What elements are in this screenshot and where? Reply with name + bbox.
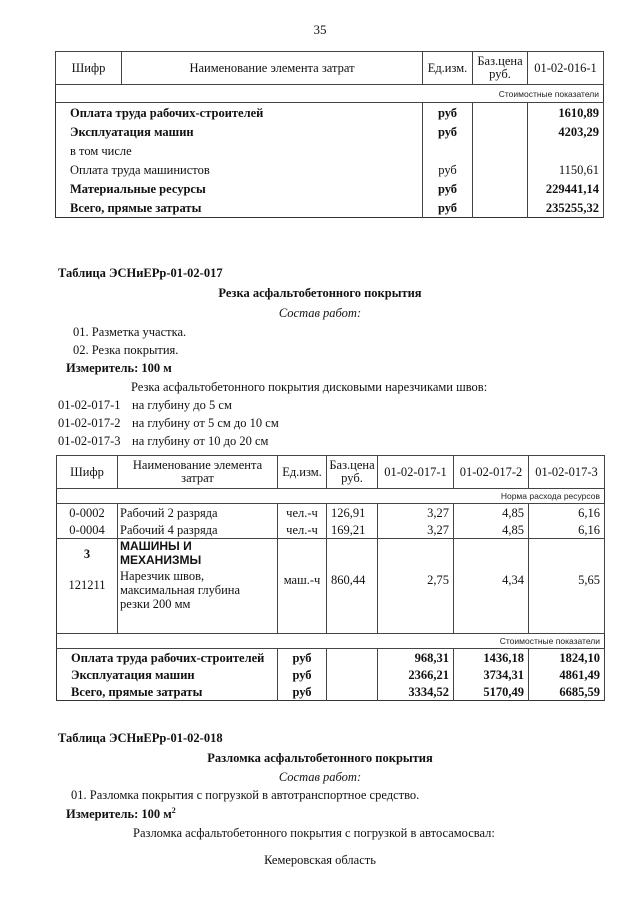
section-heading-017: Резка асфальтобетонного покрытия <box>218 286 422 300</box>
header-name: Наименование элемента затрат <box>118 456 278 489</box>
machine-value: 4,34 <box>454 539 529 634</box>
cost-label: Стоимостные показатели <box>57 634 605 649</box>
row-unit: руб <box>423 179 473 198</box>
machines-group-code: 3 <box>83 547 91 561</box>
work-composition-label-017: Состав работ: <box>278 306 362 320</box>
header-unit: Ед.изм. <box>423 52 473 85</box>
row-name: в том числе <box>56 141 423 160</box>
header-base-price: Баз.цена руб. <box>327 456 378 489</box>
row-name: Оплата труда рабочих-строителей <box>56 103 423 123</box>
row-price <box>473 160 528 179</box>
header-col1: 01-02-016-1 <box>528 52 604 85</box>
resource-unit: чел.-ч <box>278 521 327 539</box>
header-code: Шифр <box>56 52 122 85</box>
row-unit: руб <box>423 122 473 141</box>
machines-group-row <box>57 539 605 634</box>
variant-code: 01-02-017-2 <box>58 416 121 430</box>
total-value: 4861,49 <box>529 666 605 683</box>
total-value: 5170,49 <box>454 683 529 701</box>
row-unit: руб <box>423 103 473 123</box>
measure-superscript: 2 <box>171 806 176 815</box>
work-item: 02. Резка покрытия. <box>73 343 179 357</box>
row-name: Оплата труда машинистов <box>56 160 423 179</box>
resource-label: Норма расхода ресурсов <box>57 489 605 504</box>
work-composition-label-018: Состав работ: <box>278 770 362 784</box>
total-price <box>327 666 378 683</box>
table-row <box>56 160 604 179</box>
cost-table-01-02-016 <box>55 51 604 218</box>
row-price <box>473 179 528 198</box>
total-price <box>327 649 378 667</box>
table-row <box>56 103 604 123</box>
total-name: Эксплуатация машин <box>57 666 278 683</box>
page-number: 35 <box>313 22 327 37</box>
cost-label-row <box>57 634 605 649</box>
description-017: Резка асфальтобетонного покрытия дисковыми нарезчиками швов: <box>131 380 488 394</box>
total-value: 6685,59 <box>529 683 605 701</box>
row-price <box>473 198 528 218</box>
row-price <box>473 103 528 123</box>
row-unit <box>423 141 473 160</box>
resource-price: 169,21 <box>327 521 378 539</box>
table-row <box>57 683 605 701</box>
machine-codes <box>57 539 118 634</box>
resource-value: 3,27 <box>378 521 454 539</box>
description-018: Разломка асфальтобетонного покрытия с погрузкой в автосамосвал: <box>133 826 495 840</box>
measure-text: Измеритель: 100 м <box>66 807 172 822</box>
resource-unit: чел.-ч <box>278 504 327 522</box>
table-row <box>57 504 605 522</box>
total-value: 1824,10 <box>529 649 605 667</box>
row-value: 1610,89 <box>528 103 604 123</box>
resource-value: 3,27 <box>378 504 454 522</box>
total-value: 3734,31 <box>454 666 529 683</box>
total-value: 968,31 <box>378 649 454 667</box>
machine-names <box>118 539 278 634</box>
variant-code: 01-02-017-3 <box>58 434 121 448</box>
work-item: 01. Разломка покрытия с погрузкой в автотранспортное средство. <box>71 788 420 802</box>
row-name: Материальные ресурсы <box>56 179 423 198</box>
row-price <box>473 122 528 141</box>
row-name: Эксплуатация машин <box>56 122 423 141</box>
resource-price: 126,91 <box>327 504 378 522</box>
resource-code: 0-0002 <box>69 505 105 520</box>
table-header-row <box>57 456 605 489</box>
work-item: 01. Разметка участка. <box>73 325 187 339</box>
footer-region: Кемеровская область <box>264 853 376 867</box>
machine-unit: маш.-ч <box>278 539 327 634</box>
row-value: 1150,61 <box>528 160 604 179</box>
resource-table-01-02-017 <box>56 455 605 701</box>
resource-value: 4,85 <box>454 521 529 539</box>
total-value: 2366,21 <box>378 666 454 683</box>
row-value: 235255,32 <box>528 198 604 218</box>
total-unit: руб <box>278 683 327 701</box>
row-value <box>528 141 604 160</box>
header-col3: 01-02-017-3 <box>529 456 605 489</box>
header-col1: 01-02-017-1 <box>378 456 454 489</box>
total-unit: руб <box>278 649 327 667</box>
machine-price: 860,44 <box>327 539 378 634</box>
row-value: 229441,14 <box>528 179 604 198</box>
measure-unit-018 <box>66 806 176 822</box>
table-title-018: Таблица ЭСНиЕРр-01-02-018 <box>58 731 223 745</box>
resource-value: 6,16 <box>529 521 605 539</box>
machine-code: 121211 <box>68 578 106 592</box>
total-value: 1436,18 <box>454 649 529 667</box>
machines-group-name: МАШИНЫ И МЕХАНИЗМЫ <box>120 539 202 567</box>
table-row <box>56 141 604 160</box>
section-label: Стоимостные показатели <box>56 85 604 103</box>
table-title-017: Таблица ЭСНиЕРр-01-02-017 <box>58 266 223 280</box>
header-code: Шифр <box>57 456 118 489</box>
variant-text: на глубину от 5 см до 10 см <box>132 416 279 430</box>
resource-name: Рабочий 4 разряда <box>118 521 278 539</box>
header-col2: 01-02-017-2 <box>454 456 529 489</box>
table-row <box>56 198 604 218</box>
section-label-row <box>56 85 604 103</box>
variant-text: на глубину до 5 см <box>132 398 232 412</box>
header-base-price: Баз.цена руб. <box>473 52 528 85</box>
total-name: Оплата труда рабочих-строителей <box>57 649 278 667</box>
header-name: Наименование элемента затрат <box>122 52 423 85</box>
total-name: Всего, прямые затраты <box>57 683 278 701</box>
table-row <box>56 122 604 141</box>
resource-name: Рабочий 2 разряда <box>118 504 278 522</box>
table-header-row <box>56 52 604 85</box>
resource-code: 0-0004 <box>69 522 105 537</box>
machine-value: 2,75 <box>378 539 454 634</box>
resource-value: 4,85 <box>454 504 529 522</box>
table-row <box>57 666 605 683</box>
measure-unit-017: Измеритель: 100 м <box>66 361 172 375</box>
variant-text: на глубину от 10 до 20 см <box>132 434 269 448</box>
table-row <box>57 521 605 539</box>
row-unit: руб <box>423 198 473 218</box>
row-price <box>473 141 528 160</box>
row-name: Всего, прямые затраты <box>56 198 423 218</box>
table-row <box>57 649 605 667</box>
row-value: 4203,29 <box>528 122 604 141</box>
resource-label-row <box>57 489 605 504</box>
total-value: 3334,52 <box>378 683 454 701</box>
machine-value: 5,65 <box>529 539 605 634</box>
resource-value: 6,16 <box>529 504 605 522</box>
section-heading-018: Разломка асфальтобетонного покрытия <box>207 751 433 765</box>
table-row <box>56 179 604 198</box>
total-price <box>327 683 378 701</box>
header-unit: Ед.изм. <box>278 456 327 489</box>
machine-name: Нарезчик швов, максимальная глубина резки 200 мм <box>120 569 241 611</box>
total-unit: руб <box>278 666 327 683</box>
variant-code: 01-02-017-1 <box>58 398 121 412</box>
row-unit: руб <box>423 160 473 179</box>
